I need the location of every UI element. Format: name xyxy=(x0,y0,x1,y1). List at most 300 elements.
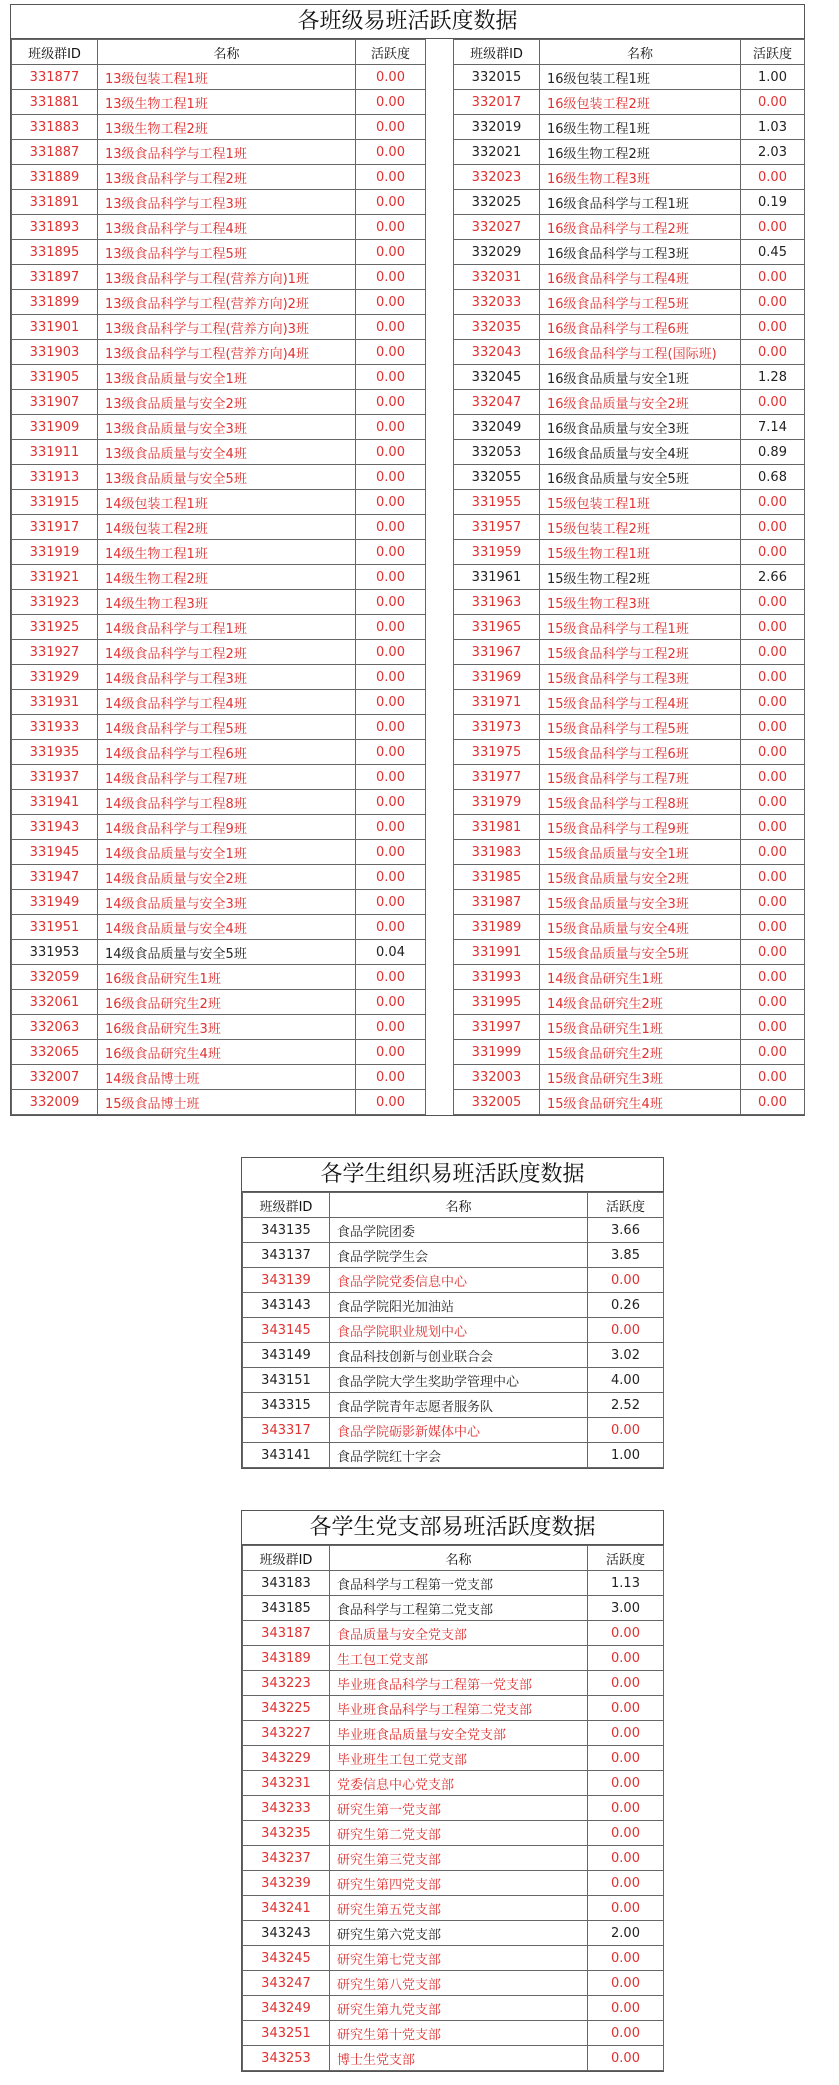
column-gap xyxy=(426,265,454,290)
branch-id: 343241 xyxy=(243,1896,330,1921)
class-name: 16级包装工程1班 xyxy=(540,65,741,90)
table-row xyxy=(243,1318,664,1343)
table-row xyxy=(12,965,805,990)
class-id: 331909 xyxy=(12,415,98,440)
class-activity: 0.00 xyxy=(356,715,426,740)
table-row xyxy=(12,865,805,890)
class-id: 331967 xyxy=(454,640,540,665)
class-name: 15级食品科学与工程9班 xyxy=(540,815,741,840)
class-name: 14级食品研究生2班 xyxy=(540,990,741,1015)
table-row xyxy=(12,1040,805,1065)
class-activity: 0.00 xyxy=(741,790,805,815)
branch-id: 343243 xyxy=(243,1921,330,1946)
class-id: 331895 xyxy=(12,240,98,265)
class-activity: 0.00 xyxy=(356,290,426,315)
class-activity: 0.45 xyxy=(741,240,805,265)
table-row xyxy=(12,340,805,365)
org-name: 食品学院党委信息中心 xyxy=(330,1268,588,1293)
class-name: 15级食品研究生4班 xyxy=(540,1090,741,1115)
org-id: 343315 xyxy=(243,1393,330,1418)
class-activity: 0.00 xyxy=(356,365,426,390)
class-activity: 0.00 xyxy=(741,1090,805,1115)
class-id: 331935 xyxy=(12,740,98,765)
table-row xyxy=(243,1771,664,1796)
branch-name: 研究生第九党支部 xyxy=(330,1996,588,2021)
table-row xyxy=(243,1571,664,1596)
branch-id: 343189 xyxy=(243,1646,330,1671)
class-activity: 0.00 xyxy=(356,65,426,90)
class-activity: 0.00 xyxy=(356,690,426,715)
org-activity: 3.66 xyxy=(588,1218,664,1243)
class-id: 331963 xyxy=(454,590,540,615)
column-gap xyxy=(426,940,454,965)
class-id: 331947 xyxy=(12,865,98,890)
branch-id: 343183 xyxy=(243,1571,330,1596)
class-id: 331889 xyxy=(12,165,98,190)
column-gap xyxy=(426,90,454,115)
class-id: 332047 xyxy=(454,390,540,415)
table-header-row xyxy=(243,1193,664,1218)
org-activity-panel xyxy=(241,1157,664,1469)
class-name: 15级食品科学与工程2班 xyxy=(540,640,741,665)
class-name: 14级食品科学与工程4班 xyxy=(98,690,356,715)
class-id: 331905 xyxy=(12,365,98,390)
org-activity-title: 各学生组织易班活跃度数据 xyxy=(242,1158,663,1192)
class-name: 13级包装工程1班 xyxy=(98,65,356,90)
class-id: 331999 xyxy=(454,1040,540,1065)
class-activity: 2.66 xyxy=(741,565,805,590)
class-id: 332053 xyxy=(454,440,540,465)
branch-activity: 0.00 xyxy=(588,1946,664,1971)
table-row xyxy=(12,490,805,515)
class-activity: 0.04 xyxy=(356,940,426,965)
column-gap xyxy=(426,240,454,265)
class-id: 331955 xyxy=(454,490,540,515)
branch-id: 343229 xyxy=(243,1746,330,1771)
table-row xyxy=(12,990,805,1015)
table-row xyxy=(12,465,805,490)
class-activity: 0.00 xyxy=(356,490,426,515)
class-id: 332009 xyxy=(12,1090,98,1115)
class-id: 331933 xyxy=(12,715,98,740)
column-gap xyxy=(426,1065,454,1090)
table-row xyxy=(12,790,805,815)
class-id: 331903 xyxy=(12,340,98,365)
class-name: 15级食品质量与安全4班 xyxy=(540,915,741,940)
class-name: 14级食品科学与工程6班 xyxy=(98,740,356,765)
branch-activity: 0.00 xyxy=(588,1671,664,1696)
class-id: 331959 xyxy=(454,540,540,565)
branch-id: 343225 xyxy=(243,1696,330,1721)
class-activity: 0.00 xyxy=(741,640,805,665)
class-id: 331983 xyxy=(454,840,540,865)
branch-id: 343253 xyxy=(243,2046,330,2071)
table-row xyxy=(12,290,805,315)
class-id: 332049 xyxy=(454,415,540,440)
org-activity: 3.02 xyxy=(588,1343,664,1368)
table-row xyxy=(243,1821,664,1846)
class-id: 331981 xyxy=(454,815,540,840)
class-activity: 0.00 xyxy=(356,665,426,690)
class-activity: 0.00 xyxy=(356,215,426,240)
table-row xyxy=(243,1971,664,1996)
class-activity: 0.00 xyxy=(356,140,426,165)
table-row xyxy=(12,540,805,565)
table-row xyxy=(12,140,805,165)
class-name: 13级食品科学与工程4班 xyxy=(98,215,356,240)
party-activity-title: 各学生党支部易班活跃度数据 xyxy=(242,1511,663,1545)
column-gap xyxy=(426,115,454,140)
table-row xyxy=(243,1596,664,1621)
org-id: 343317 xyxy=(243,1418,330,1443)
class-id: 332045 xyxy=(454,365,540,390)
class-activity: 0.00 xyxy=(741,840,805,865)
class-activity: 0.00 xyxy=(741,915,805,940)
header-name: 名称 xyxy=(330,1193,588,1218)
table-row xyxy=(243,1393,664,1418)
org-name: 食品学院砺影新媒体中心 xyxy=(330,1418,588,1443)
header-name: 名称 xyxy=(98,40,356,65)
class-activity: 0.00 xyxy=(741,740,805,765)
column-gap xyxy=(426,215,454,240)
class-name: 14级包装工程2班 xyxy=(98,515,356,540)
header-activity: 活跃度 xyxy=(356,40,426,65)
table-row xyxy=(243,1796,664,1821)
class-id: 331923 xyxy=(12,590,98,615)
class-id: 331949 xyxy=(12,890,98,915)
column-gap xyxy=(426,1040,454,1065)
class-name: 15级生物工程3班 xyxy=(540,590,741,615)
class-activity: 0.00 xyxy=(356,765,426,790)
table-row xyxy=(12,940,805,965)
class-name: 15级食品研究生2班 xyxy=(540,1040,741,1065)
class-name: 16级食品质量与安全5班 xyxy=(540,465,741,490)
org-activity: 0.26 xyxy=(588,1293,664,1318)
table-row xyxy=(12,1090,805,1115)
header-name: 名称 xyxy=(540,40,741,65)
table-header-row xyxy=(243,1546,664,1571)
branch-name: 研究生第二党支部 xyxy=(330,1821,588,1846)
class-name: 14级食品科学与工程9班 xyxy=(98,815,356,840)
class-name: 15级生物工程1班 xyxy=(540,540,741,565)
class-activity: 0.00 xyxy=(356,340,426,365)
column-gap xyxy=(426,590,454,615)
class-name: 16级生物工程2班 xyxy=(540,140,741,165)
org-id: 343145 xyxy=(243,1318,330,1343)
class-id: 332027 xyxy=(454,215,540,240)
class-name: 16级生物工程1班 xyxy=(540,115,741,140)
branch-activity: 0.00 xyxy=(588,1796,664,1821)
table-row xyxy=(12,240,805,265)
table-row xyxy=(243,2021,664,2046)
class-id: 331979 xyxy=(454,790,540,815)
class-name: 13级食品科学与工程(营养方向)2班 xyxy=(98,290,356,315)
table-row xyxy=(12,1065,805,1090)
class-name: 13级食品科学与工程5班 xyxy=(98,240,356,265)
class-id: 332005 xyxy=(454,1090,540,1115)
table-row xyxy=(12,365,805,390)
column-gap xyxy=(426,815,454,840)
class-id: 332019 xyxy=(454,115,540,140)
table-row xyxy=(243,1671,664,1696)
class-activity: 0.00 xyxy=(741,990,805,1015)
table-header-row xyxy=(12,40,805,65)
table-row xyxy=(243,1443,664,1468)
class-id: 331919 xyxy=(12,540,98,565)
class-name: 15级食品科学与工程8班 xyxy=(540,790,741,815)
table-row xyxy=(243,1368,664,1393)
branch-activity: 0.00 xyxy=(588,1846,664,1871)
column-gap xyxy=(426,840,454,865)
org-name: 食品学院红十字会 xyxy=(330,1443,588,1468)
header-id: 班级群ID xyxy=(243,1193,330,1218)
class-activity: 0.00 xyxy=(741,515,805,540)
class-name: 13级食品质量与安全1班 xyxy=(98,365,356,390)
header-id: 班级群ID xyxy=(12,40,98,65)
branch-id: 343231 xyxy=(243,1771,330,1796)
org-id: 343135 xyxy=(243,1218,330,1243)
column-gap xyxy=(426,190,454,215)
class-id: 331953 xyxy=(12,940,98,965)
table-row xyxy=(12,890,805,915)
class-activity: 0.00 xyxy=(741,90,805,115)
class-id: 331941 xyxy=(12,790,98,815)
class-id: 331917 xyxy=(12,515,98,540)
class-name: 16级食品研究生2班 xyxy=(98,990,356,1015)
class-activity: 0.00 xyxy=(356,915,426,940)
class-activity: 0.00 xyxy=(356,590,426,615)
org-activity: 4.00 xyxy=(588,1368,664,1393)
class-activity: 0.00 xyxy=(741,290,805,315)
column-gap xyxy=(426,65,454,90)
class-activity: 0.00 xyxy=(741,665,805,690)
table-row xyxy=(243,1268,664,1293)
table-row xyxy=(12,115,805,140)
column-gap xyxy=(426,915,454,940)
branch-activity: 1.13 xyxy=(588,1571,664,1596)
class-id: 331971 xyxy=(454,690,540,715)
branch-id: 343227 xyxy=(243,1721,330,1746)
branch-activity: 0.00 xyxy=(588,1771,664,1796)
org-name: 食品学院职业规划中心 xyxy=(330,1318,588,1343)
class-name: 16级食品质量与安全4班 xyxy=(540,440,741,465)
party-activity-panel xyxy=(241,1510,664,2072)
column-gap xyxy=(426,365,454,390)
class-name: 16级食品科学与工程2班 xyxy=(540,215,741,240)
class-id: 332007 xyxy=(12,1065,98,1090)
table-row xyxy=(243,1896,664,1921)
class-name: 14级食品科学与工程3班 xyxy=(98,665,356,690)
class-name: 14级包装工程1班 xyxy=(98,490,356,515)
class-activity: 0.00 xyxy=(356,790,426,815)
class-id: 332065 xyxy=(12,1040,98,1065)
column-gap xyxy=(426,540,454,565)
table-row xyxy=(243,1293,664,1318)
table-row xyxy=(12,440,805,465)
branch-activity: 2.00 xyxy=(588,1921,664,1946)
class-name: 16级生物工程3班 xyxy=(540,165,741,190)
org-id: 343141 xyxy=(243,1443,330,1468)
table-row xyxy=(243,1418,664,1443)
class-name: 15级包装工程2班 xyxy=(540,515,741,540)
table-row xyxy=(12,415,805,440)
class-name: 13级食品质量与安全3班 xyxy=(98,415,356,440)
table-row xyxy=(12,915,805,940)
class-activity: 0.00 xyxy=(356,640,426,665)
class-activity: 0.00 xyxy=(741,390,805,415)
class-name: 14级食品科学与工程7班 xyxy=(98,765,356,790)
class-id: 332043 xyxy=(454,340,540,365)
table-row xyxy=(12,215,805,240)
class-id: 331961 xyxy=(454,565,540,590)
branch-activity: 0.00 xyxy=(588,1646,664,1671)
class-name: 16级食品科学与工程6班 xyxy=(540,315,741,340)
branch-activity: 0.00 xyxy=(588,2021,664,2046)
class-activity: 0.00 xyxy=(356,815,426,840)
class-id: 332035 xyxy=(454,315,540,340)
class-name: 13级生物工程2班 xyxy=(98,115,356,140)
class-name: 15级食品博士班 xyxy=(98,1090,356,1115)
class-id: 331945 xyxy=(12,840,98,865)
table-row xyxy=(12,515,805,540)
class-activity: 0.00 xyxy=(741,865,805,890)
class-activity: 0.00 xyxy=(356,265,426,290)
table-row xyxy=(243,1946,664,1971)
table-row xyxy=(243,1996,664,2021)
class-activity: 0.00 xyxy=(741,1065,805,1090)
class-activity: 0.00 xyxy=(741,615,805,640)
table-row xyxy=(12,190,805,215)
class-name: 15级食品科学与工程5班 xyxy=(540,715,741,740)
branch-name: 研究生第三党支部 xyxy=(330,1846,588,1871)
class-id: 331943 xyxy=(12,815,98,840)
class-name: 14级生物工程2班 xyxy=(98,565,356,590)
class-name: 16级食品科学与工程5班 xyxy=(540,290,741,315)
branch-name: 毕业班生工包工党支部 xyxy=(330,1746,588,1771)
class-name: 14级食品质量与安全3班 xyxy=(98,890,356,915)
table-row xyxy=(12,640,805,665)
class-name: 14级食品科学与工程8班 xyxy=(98,790,356,815)
class-id: 331965 xyxy=(454,615,540,640)
class-id: 331991 xyxy=(454,940,540,965)
class-name: 16级食品科学与工程3班 xyxy=(540,240,741,265)
class-name: 13级食品科学与工程(营养方向)3班 xyxy=(98,315,356,340)
class-activity: 0.00 xyxy=(356,840,426,865)
branch-id: 343237 xyxy=(243,1846,330,1871)
class-activity: 0.00 xyxy=(741,265,805,290)
class-name: 16级食品科学与工程(国际班) xyxy=(540,340,741,365)
table-row xyxy=(243,1621,664,1646)
class-activity: 0.00 xyxy=(356,190,426,215)
class-activity: 0.00 xyxy=(356,1090,426,1115)
party-activity-table xyxy=(242,1545,664,2071)
class-activity: 7.14 xyxy=(741,415,805,440)
class-activity: 0.00 xyxy=(741,490,805,515)
class-activity: 0.00 xyxy=(356,465,426,490)
class-activity: 0.00 xyxy=(356,315,426,340)
branch-id: 343249 xyxy=(243,1996,330,2021)
class-activity: 0.00 xyxy=(356,440,426,465)
branch-activity: 3.00 xyxy=(588,1596,664,1621)
class-name: 15级食品科学与工程6班 xyxy=(540,740,741,765)
column-gap xyxy=(426,40,454,65)
branch-name: 食品质量与安全党支部 xyxy=(330,1621,588,1646)
class-name: 14级生物工程1班 xyxy=(98,540,356,565)
header-name: 名称 xyxy=(330,1546,588,1571)
class-id: 332025 xyxy=(454,190,540,215)
header-id: 班级群ID xyxy=(454,40,540,65)
class-activity: 0.00 xyxy=(741,1015,805,1040)
class-name: 16级食品研究生1班 xyxy=(98,965,356,990)
org-name: 食品科技创新与创业联合会 xyxy=(330,1343,588,1368)
class-id: 331993 xyxy=(454,965,540,990)
table-row xyxy=(243,1218,664,1243)
class-id: 331997 xyxy=(454,1015,540,1040)
class-name: 14级食品质量与安全1班 xyxy=(98,840,356,865)
class-name: 16级食品研究生3班 xyxy=(98,1015,356,1040)
org-id: 343137 xyxy=(243,1243,330,1268)
class-activity: 0.00 xyxy=(356,965,426,990)
branch-name: 研究生第一党支部 xyxy=(330,1796,588,1821)
table-row xyxy=(243,2046,664,2071)
class-id: 331985 xyxy=(454,865,540,890)
class-id: 331911 xyxy=(12,440,98,465)
class-activity: 0.00 xyxy=(356,515,426,540)
table-row xyxy=(12,665,805,690)
branch-name: 研究生第四党支部 xyxy=(330,1871,588,1896)
column-gap xyxy=(426,690,454,715)
class-name: 15级食品科学与工程3班 xyxy=(540,665,741,690)
branch-id: 343239 xyxy=(243,1871,330,1896)
class-activity: 0.00 xyxy=(356,615,426,640)
table-row xyxy=(243,1243,664,1268)
table-row xyxy=(243,1721,664,1746)
class-activity: 0.89 xyxy=(741,440,805,465)
branch-name: 研究生第六党支部 xyxy=(330,1921,588,1946)
table-row xyxy=(243,1343,664,1368)
column-gap xyxy=(426,715,454,740)
class-id: 331913 xyxy=(12,465,98,490)
class-activity: 0.00 xyxy=(356,990,426,1015)
branch-id: 343187 xyxy=(243,1621,330,1646)
table-row xyxy=(243,1921,664,1946)
class-id: 331931 xyxy=(12,690,98,715)
branch-id: 343233 xyxy=(243,1796,330,1821)
class-activity: 0.00 xyxy=(741,965,805,990)
org-activity: 0.00 xyxy=(588,1418,664,1443)
class-id: 331929 xyxy=(12,665,98,690)
branch-activity: 0.00 xyxy=(588,1896,664,1921)
class-activity: 0.00 xyxy=(741,215,805,240)
class-activity: 0.00 xyxy=(741,165,805,190)
branch-name: 生工包工党支部 xyxy=(330,1646,588,1671)
class-activity: 0.00 xyxy=(741,540,805,565)
column-gap xyxy=(426,640,454,665)
class-activity: 0.00 xyxy=(741,940,805,965)
column-gap xyxy=(426,565,454,590)
class-id: 331989 xyxy=(454,915,540,940)
class-id: 331995 xyxy=(454,990,540,1015)
branch-name: 研究生第五党支部 xyxy=(330,1896,588,1921)
table-row xyxy=(12,390,805,415)
class-activity: 0.00 xyxy=(356,740,426,765)
class-name: 14级生物工程3班 xyxy=(98,590,356,615)
class-id: 331957 xyxy=(454,515,540,540)
class-name: 16级包装工程2班 xyxy=(540,90,741,115)
class-id: 332003 xyxy=(454,1065,540,1090)
org-id: 343151 xyxy=(243,1368,330,1393)
class-name: 15级食品科学与工程1班 xyxy=(540,615,741,640)
